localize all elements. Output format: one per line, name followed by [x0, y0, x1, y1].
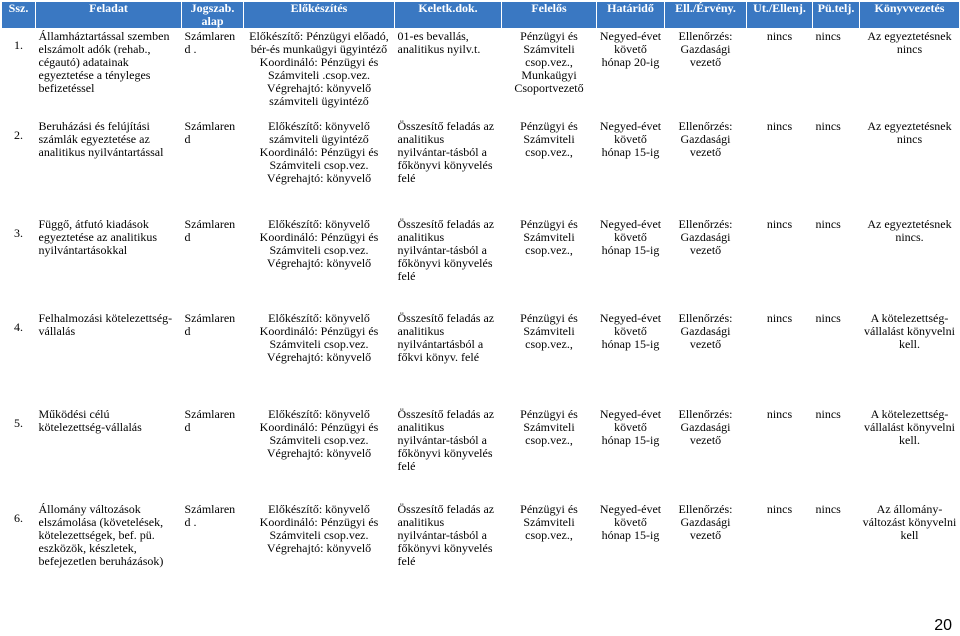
row-ut-ellenj: nincs [766, 29, 793, 43]
row-elokeszites: Előkészítő: könyvelő Koordináló: Pénzügyi és Számviteli csop.vez. Végrehajtó: könyvelő [259, 310, 379, 364]
row-jogszab: Számlarend [184, 118, 236, 146]
row-felelos: Pénzügyi és Számviteli csop.vez., [520, 310, 578, 351]
row-pu-telj: nincs [815, 118, 841, 133]
row-konyvvezetes: Az egyeztetésnek nincs [867, 118, 952, 146]
header-felelos: Felelős [502, 2, 597, 29]
row-ssz: 6. [14, 510, 23, 525]
row-jogszab: Számlarend [184, 406, 236, 434]
row-ssz: 4. [14, 319, 23, 334]
header-ssz: Ssz. [2, 2, 36, 29]
table-row [2, 29, 960, 119]
row-konyvvezetes: A kötelezettség-vállalást könyvelni kell. [864, 310, 955, 351]
row-elokeszites: Előkészítő: Pénzügyi előadó, bér-és munkaügyi ügyintéző Koordináló: Pénzügyi és Számviteli .csop.vez. Végrehajtó: könyvelő számviteli ügyintéző [249, 29, 389, 108]
row-konyvvezetes: Az állomány-változást könyvelni kell [862, 501, 957, 542]
row-keletk-dok: Összesítő feladás az analitikus nyilvántar-tásból a főkönyvi könyvelés felé [397, 118, 495, 185]
row-pu-telj: nincs [815, 310, 841, 325]
row-feladat: Függő, átfutó kiadások egyeztetése az analitikus nyilvántartásokkal [38, 216, 158, 257]
row-konyvvezetes: Az egyeztetésnek nincs. [867, 216, 952, 244]
row-ell-erveny: Ellenőrzés: Gazdasági vezető [678, 310, 733, 351]
row-elokeszites: Előkészítő: könyvelő Koordináló: Pénzügyi és Számviteli csop.vez. Végrehajtó: könyvelő [259, 216, 379, 270]
row-pu-telj: nincs [815, 29, 841, 43]
row-felelos: Pénzügyi és Számviteli csop.vez., [520, 501, 578, 542]
row-feladat: Államháztartással szemben elszámolt adók (rehab., cégautó) adatainak egyeztetése a tényleges befizetéssel [38, 29, 170, 95]
row-feladat: Felhalmozási kötelezettség-vállalás [38, 310, 173, 338]
table-row [2, 502, 960, 614]
row-keletk-dok: Összesítő feladás az analitikus nyilvántar-tásból a főkönyvi könyvelés felé [397, 501, 495, 568]
row-feladat: Állomány változások elszámolása (követelések, kötelezettségek, bef. pü. eszközök, készletek, befejezetlen beruházások) [38, 501, 164, 568]
row-keletk-dok: 01-es bevallás, analitikus nyilv.t. [397, 29, 481, 56]
row-elokeszites: Előkészítő: könyvelő számviteli ügyintéző Koordináló: Pénzügyi és Számviteli csop.vez. Végrehajtó: könyvelő [259, 118, 379, 185]
row-ssz: 3. [14, 225, 23, 240]
row-keletk-dok: Összesítő feladás az analitikus nyilvántar-tásból a főkönyvi könyvelés felé [397, 216, 495, 283]
table-row [2, 217, 960, 311]
row-elokeszites: Előkészítő: könyvelő Koordináló: Pénzügyi és Számviteli csop.vez. Végrehajtó: könyvelő [259, 501, 379, 555]
table-header-row [2, 2, 960, 29]
row-hatarido: Negyed-évet követő hónap 15-ig [599, 406, 662, 447]
table-row [2, 119, 960, 217]
row-hatarido: Negyed-évet követő hónap 15-ig [599, 118, 662, 159]
row-ssz: 1. [14, 38, 23, 52]
header-elokeszites: Előkészítés [244, 2, 395, 29]
row-hatarido: Negyed-évet követő hónap 20-ig [599, 29, 662, 69]
row-ell-erveny: Ellenőrzés: Gazdasági vezető [678, 501, 733, 542]
row-ssz: 2. [14, 127, 23, 142]
row-felelos: Pénzügyi és Számviteli csop.vez., Munkaügyi Csoportvezető [514, 29, 584, 95]
row-felelos: Pénzügyi és Számviteli csop.vez., [520, 118, 578, 159]
header-jogszab: Jogszab. alap [182, 2, 244, 29]
header-ell-erveny: Ell./Érvény. [665, 2, 747, 29]
header-pu-telj: Pü.telj. [813, 2, 860, 29]
row-feladat: Beruházási és felújítási számlák egyeztetése az analitikus nyilvántartással [38, 118, 164, 159]
row-feladat: Működési célú kötelezettség-vállalás [38, 406, 142, 434]
row-ell-erveny: Ellenőrzés: Gazdasági vezető [678, 216, 733, 257]
header-konyvvezetes: Könyvvezetés [860, 2, 960, 29]
row-ell-erveny: Ellenőrzés: Gazdasági vezető [678, 118, 733, 159]
row-pu-telj: nincs [815, 216, 841, 231]
page-number: 20 [934, 617, 952, 634]
row-felelos: Pénzügyi és Számviteli csop.vez., [520, 406, 578, 447]
table-row [2, 407, 960, 502]
header-feladat: Feladat [36, 2, 182, 29]
header-keletk-dok: Keletk.dok. [395, 2, 502, 29]
row-ut-ellenj: nincs [766, 216, 793, 231]
row-ssz: 5. [14, 415, 23, 430]
row-ut-ellenj: nincs [766, 118, 793, 133]
procedure-table [1, 1, 960, 614]
row-ut-ellenj: nincs [766, 310, 793, 325]
row-jogszab: Számlarend . [184, 501, 236, 529]
row-konyvvezetes: Az egyeztetésnek nincs [867, 29, 952, 56]
header-hatarido: Határidő [597, 2, 665, 29]
table-row [2, 311, 960, 407]
row-ell-erveny: Ellenőrzés: Gazdasági vezető [678, 406, 733, 447]
row-konyvvezetes: A kötelezettség-vállalást könyvelni kell. [864, 406, 955, 447]
row-elokeszites: Előkészítő: könyvelő Koordináló: Pénzügyi és Számviteli csop.vez. Végrehajtó: könyvelő [259, 406, 379, 460]
row-ell-erveny: Ellenőrzés: Gazdasági vezető [678, 29, 733, 69]
row-felelos: Pénzügyi és Számviteli csop.vez., [520, 216, 578, 257]
row-jogszab: Számlarend [184, 310, 236, 338]
row-ut-ellenj: nincs [766, 501, 793, 516]
row-keletk-dok: Összesítő feladás az analitikus nyilvántartásból a főkvi könyv. felé [397, 310, 495, 364]
header-ut-ellenj: Ut./Ellenj. [747, 2, 813, 29]
row-hatarido: Negyed-évet követő hónap 15-ig [599, 501, 662, 542]
row-jogszab: Számlarend . [184, 29, 236, 56]
row-jogszab: Számlarend [184, 216, 236, 244]
row-keletk-dok: Összesítő feladás az analitikus nyilvántar-tásból a főkönyvi könyvelés felé [397, 406, 495, 473]
row-hatarido: Negyed-évet követő hónap 15-ig [599, 216, 662, 257]
row-hatarido: Negyed-évet követő hónap 15-ig [599, 310, 662, 351]
row-pu-telj: nincs [815, 501, 841, 516]
row-pu-telj: nincs [815, 406, 841, 421]
row-ut-ellenj: nincs [766, 406, 793, 421]
